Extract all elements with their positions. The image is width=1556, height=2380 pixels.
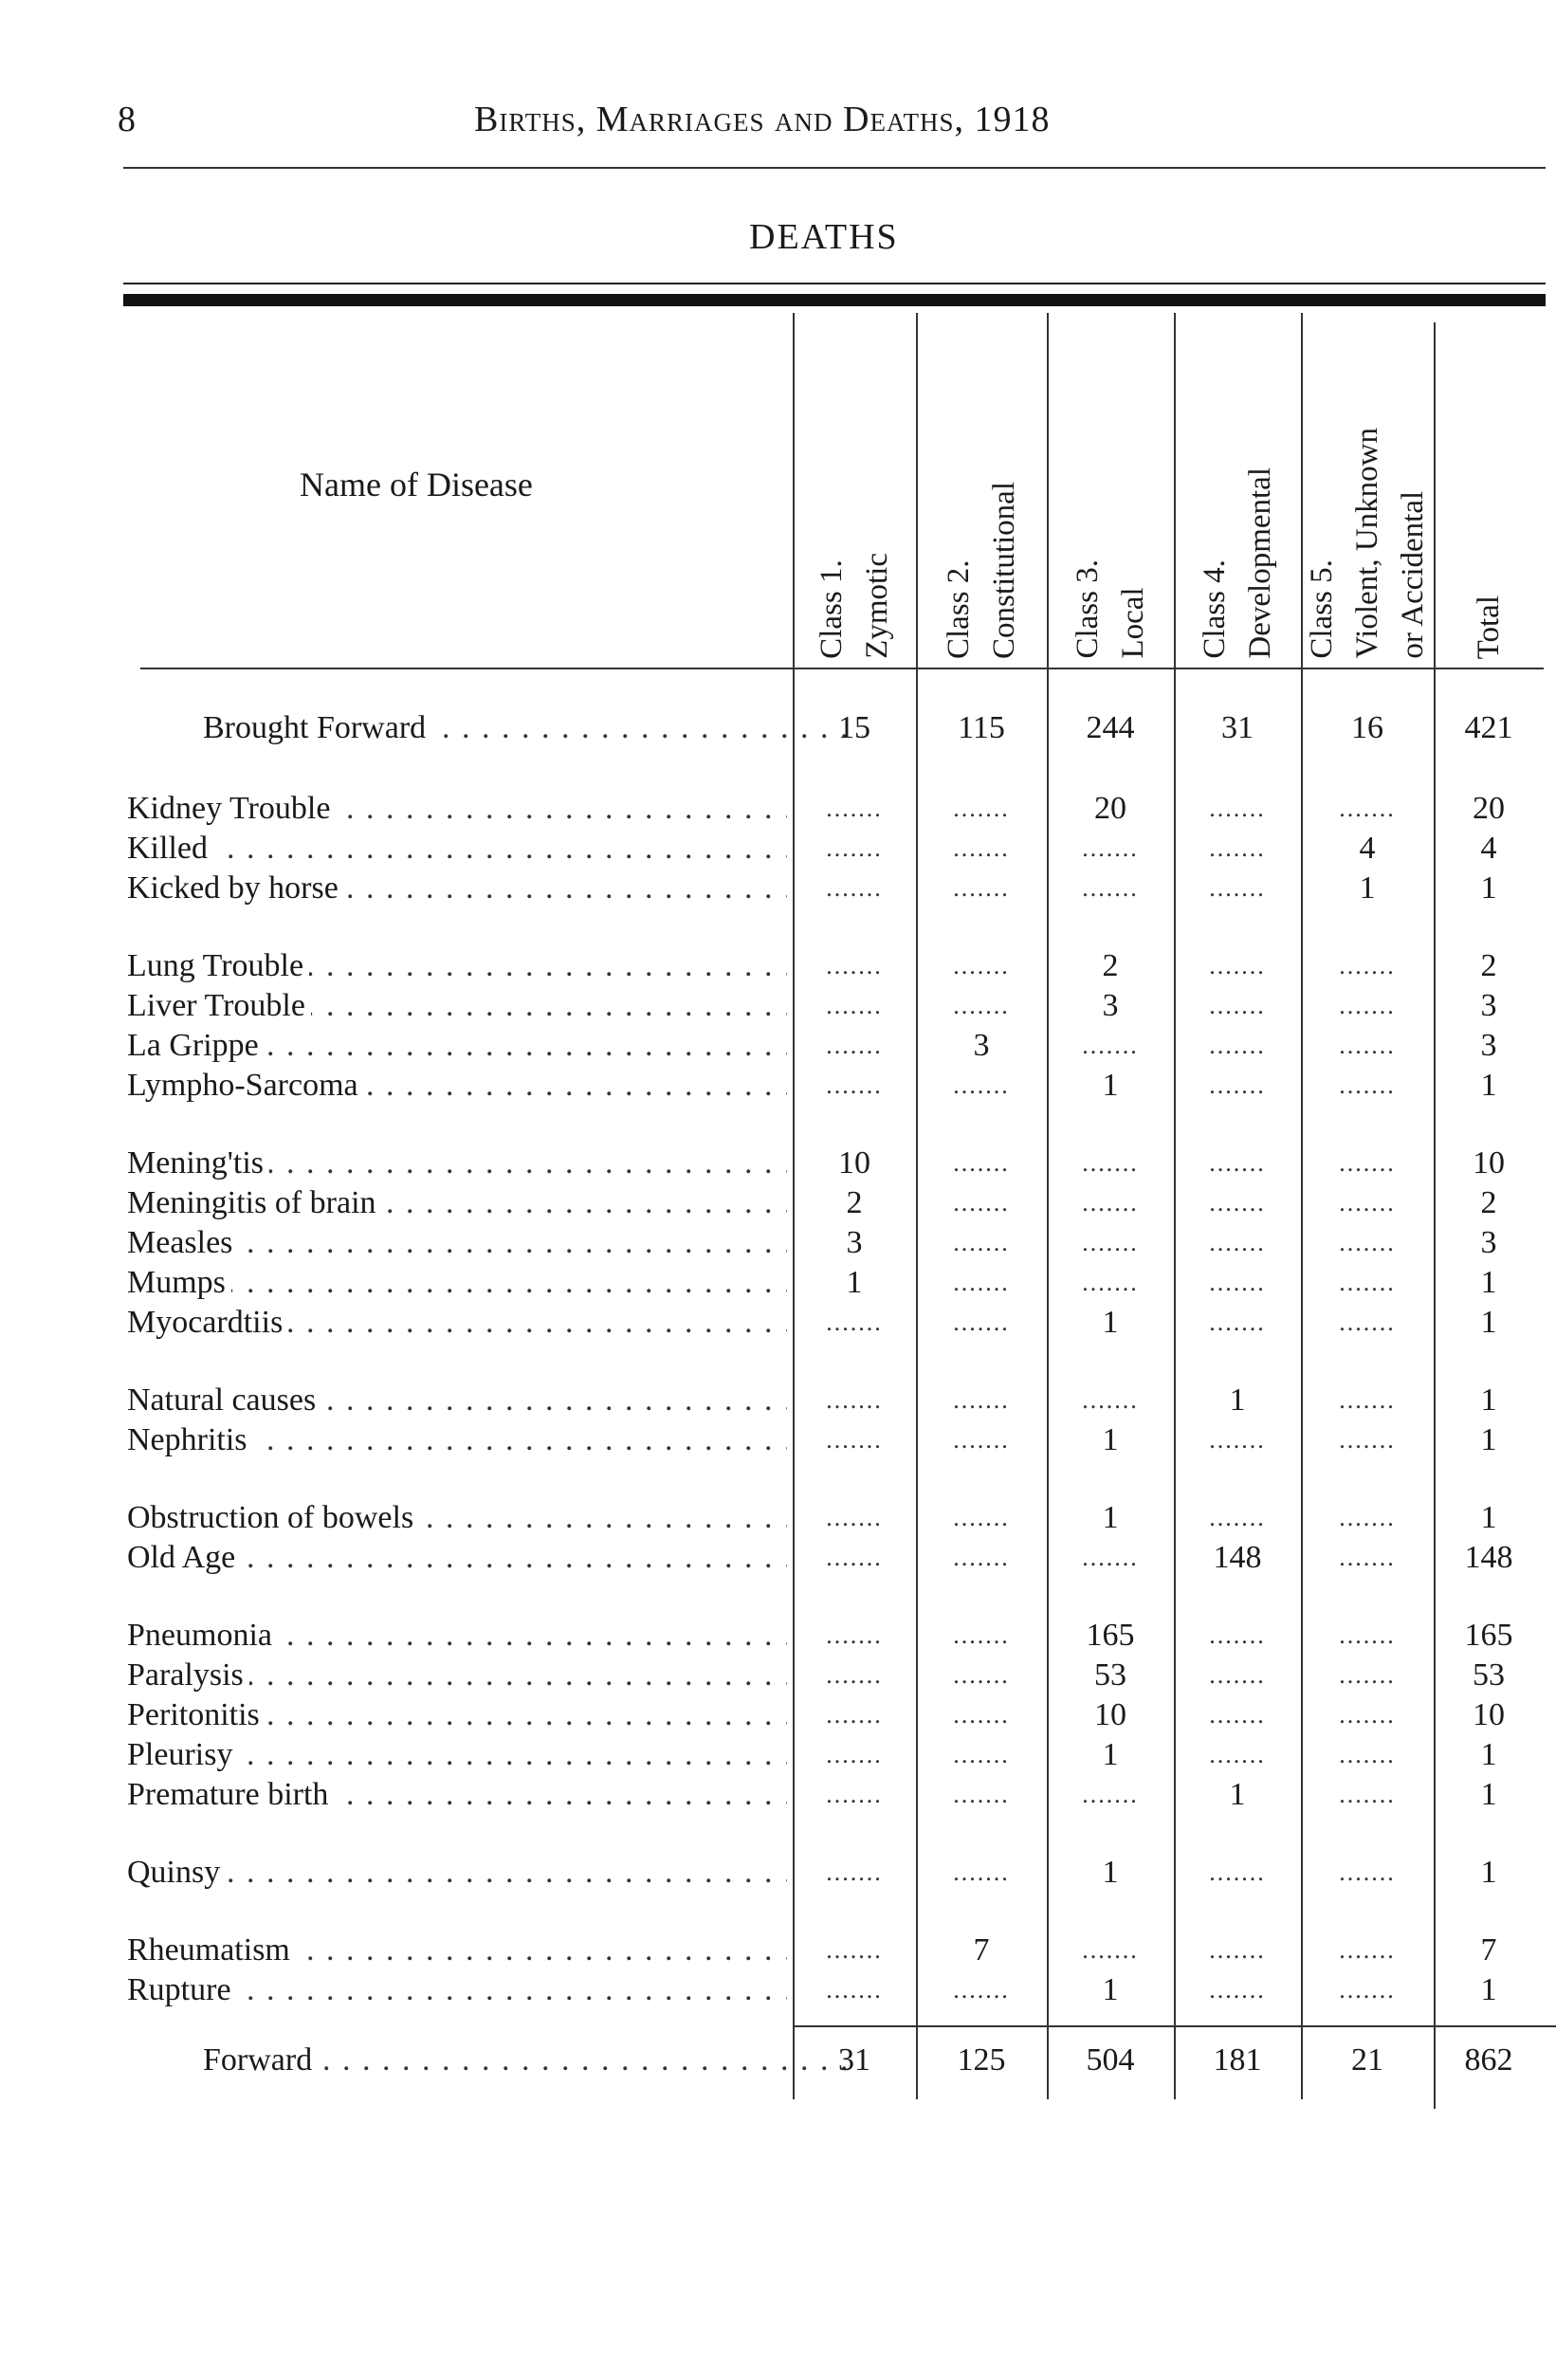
cell-class-4-developmental: 148 <box>1213 1540 1262 1575</box>
row-label <box>127 1381 787 1420</box>
cell-class-3-local: 244 <box>1086 710 1135 745</box>
row-label <box>127 1616 787 1656</box>
cell-class-5-violent-unknown-accidental: ....... <box>1339 1544 1396 1571</box>
column-header-line: Class 1. <box>815 559 849 659</box>
cell-total: 165 <box>1464 1618 1513 1653</box>
cell-class-5-violent-unknown-accidental: ....... <box>1339 1781 1396 1808</box>
table-row <box>0 1970 1556 2010</box>
column-header-line: Zymotic <box>860 553 894 659</box>
cell-class-4-developmental: ....... <box>1209 1621 1266 1649</box>
cell-class-4-developmental: ....... <box>1209 1032 1266 1059</box>
cell-class-3-local: ....... <box>1082 874 1139 902</box>
cell-class-3-local: 2 <box>1102 948 1119 983</box>
cell-class-1-zymotic: ....... <box>826 1701 883 1729</box>
cell-total: 1 <box>1480 1068 1497 1103</box>
cell-class-4-developmental: ....... <box>1209 1858 1266 1886</box>
cell-class-1-zymotic: ....... <box>826 1741 883 1768</box>
cell-class-3-local: 10 <box>1094 1697 1126 1732</box>
cell-class-4-developmental: ....... <box>1209 874 1266 902</box>
table-row <box>0 1263 1556 1303</box>
cell-class-2-constitutional: ....... <box>953 1309 1010 1336</box>
cell-class-3-local: 1 <box>1102 1305 1119 1340</box>
table-top-thin-rule <box>123 283 1546 284</box>
table-row <box>0 1183 1556 1223</box>
row-label <box>127 1223 787 1263</box>
cell-class-2-constitutional: ....... <box>953 992 1010 1019</box>
cell-class-4-developmental: ....... <box>1209 1071 1266 1099</box>
row-label-text: Measles <box>127 1225 238 1260</box>
row-label <box>127 1656 787 1695</box>
table-row <box>0 1538 1556 1578</box>
cell-class-3-local: ....... <box>1082 1936 1139 1964</box>
row-label-text: Liver Trouble <box>127 988 311 1023</box>
cell-class-4-developmental: ....... <box>1209 1309 1266 1336</box>
cell-class-4-developmental: ....... <box>1209 1269 1266 1296</box>
section-title: DEATHS <box>749 217 899 257</box>
table-row <box>0 1066 1556 1106</box>
cell-class-4-developmental: ....... <box>1209 952 1266 979</box>
cell-class-2-constitutional: ....... <box>953 1189 1010 1217</box>
column-header-text <box>1466 595 1511 659</box>
cell-class-1-zymotic: 2 <box>846 1185 863 1220</box>
cell-class-2-constitutional: ....... <box>953 1386 1010 1414</box>
cell-class-4-developmental: ....... <box>1209 1976 1266 2004</box>
row-label-text: Forward <box>203 2042 318 2078</box>
cell-class-4-developmental: ....... <box>1209 834 1266 862</box>
cell-class-1-zymotic: 1 <box>846 1265 863 1300</box>
table-row <box>0 1420 1556 1460</box>
cell-total: 20 <box>1473 791 1505 826</box>
cell-class-3-local: ....... <box>1082 834 1139 862</box>
row-label-text: Rupture <box>127 1972 237 2007</box>
cell-class-5-violent-unknown-accidental: 4 <box>1359 831 1376 866</box>
cell-class-3-local: ....... <box>1082 1544 1139 1571</box>
row-label <box>127 869 787 908</box>
row-label-text: Nephritis <box>127 1422 253 1457</box>
cell-class-2-constitutional: ....... <box>953 1426 1010 1454</box>
column-header-line: Class 4. <box>1198 559 1232 659</box>
cell-class-2-constitutional: ....... <box>953 1701 1010 1729</box>
cell-class-1-zymotic: ....... <box>826 1858 883 1886</box>
cell-class-5-violent-unknown-accidental: ....... <box>1339 1936 1396 1964</box>
cell-class-2-constitutional: ....... <box>953 1781 1010 1808</box>
row-label <box>127 1066 787 1106</box>
cell-class-5-violent-unknown-accidental: ....... <box>1339 1269 1396 1296</box>
table-row <box>0 1656 1556 1695</box>
cell-class-5-violent-unknown-accidental: 16 <box>1351 710 1383 745</box>
cell-total: 10 <box>1473 1697 1505 1732</box>
cell-class-2-constitutional: ....... <box>953 1504 1010 1531</box>
cell-class-4-developmental: ....... <box>1209 1229 1266 1256</box>
table-row <box>0 1498 1556 1538</box>
row-label-text: Old Age <box>127 1540 241 1575</box>
table-row <box>0 1735 1556 1775</box>
row-label-text: Lympho-Sarcoma <box>127 1068 364 1103</box>
row-label <box>127 1144 787 1183</box>
cell-class-2-constitutional: ....... <box>953 952 1010 979</box>
column-header-line: Constitutional <box>987 481 1021 659</box>
row-label-text: Peritonitis <box>127 1697 265 1732</box>
cell-class-4-developmental: ....... <box>1209 1426 1266 1454</box>
cell-class-2-constitutional: ....... <box>953 795 1010 822</box>
cell-class-5-violent-unknown-accidental: ....... <box>1339 1621 1396 1649</box>
cell-total: 1 <box>1480 1265 1497 1300</box>
cell-total: 1 <box>1480 1777 1497 1812</box>
row-label <box>127 1183 787 1223</box>
cell-class-5-violent-unknown-accidental: ....... <box>1339 952 1396 979</box>
cell-class-3-local: ....... <box>1082 1032 1139 1059</box>
row-label <box>127 1853 787 1893</box>
table-row <box>0 986 1556 1026</box>
cell-class-2-constitutional: ....... <box>953 1149 1010 1177</box>
column-header-text <box>1065 559 1156 659</box>
cell-class-4-developmental: ....... <box>1209 1504 1266 1531</box>
cell-class-4-developmental: 1 <box>1229 1777 1246 1812</box>
cell-total: 3 <box>1480 1028 1497 1063</box>
totals-rule <box>793 2025 1556 2027</box>
row-label <box>127 1735 787 1775</box>
table-row <box>0 1695 1556 1735</box>
cell-total: 53 <box>1473 1657 1505 1693</box>
cell-class-5-violent-unknown-accidental: ....... <box>1339 992 1396 1019</box>
cell-total: 1 <box>1480 1737 1497 1772</box>
column-header-class-2-constitutional <box>916 313 1047 659</box>
cell-class-1-zymotic: ....... <box>826 795 883 822</box>
cell-class-5-violent-unknown-accidental: ....... <box>1339 795 1396 822</box>
cell-class-4-developmental: ....... <box>1209 795 1266 822</box>
table-row <box>0 789 1556 829</box>
column-header-class-5-violent-unknown-accidental <box>1301 313 1434 659</box>
row-label-text: Pleurisy <box>127 1737 238 1772</box>
cell-total: 1 <box>1480 1382 1497 1418</box>
cell-class-4-developmental: ....... <box>1209 1741 1266 1768</box>
cell-class-1-zymotic: ....... <box>826 1032 883 1059</box>
cell-class-2-constitutional: ....... <box>953 834 1010 862</box>
column-header-class-4-developmental <box>1174 313 1301 659</box>
cell-total: 2 <box>1480 1185 1497 1220</box>
row-label-text: Kicked by horse <box>127 870 344 906</box>
header-rule <box>123 167 1546 169</box>
cell-class-3-local: ....... <box>1082 1189 1139 1217</box>
cell-class-1-zymotic: ....... <box>826 992 883 1019</box>
cell-class-2-constitutional: ....... <box>953 1544 1010 1571</box>
header-bottom-rule <box>140 668 1544 669</box>
cell-class-2-constitutional: ....... <box>953 1858 1010 1886</box>
row-label-text: Kidney Trouble <box>127 791 336 826</box>
column-header-line: Class 3. <box>1071 559 1105 659</box>
column-header-class-1-zymotic <box>793 313 916 659</box>
column-header-line: Violent, Unknown <box>1350 428 1384 659</box>
column-header-line: Class 2. <box>942 559 976 659</box>
cell-class-3-local: 1 <box>1102 1972 1119 2007</box>
cell-total: 4 <box>1480 831 1497 866</box>
cell-class-1-zymotic: ....... <box>826 1781 883 1808</box>
cell-class-1-zymotic: ....... <box>826 1976 883 2004</box>
cell-total: 7 <box>1480 1932 1497 1968</box>
column-header-line: or Accidental <box>1396 491 1430 659</box>
cell-class-2-constitutional: ....... <box>953 1621 1010 1649</box>
cell-class-5-violent-unknown-accidental: ....... <box>1339 1976 1396 2004</box>
cell-class-1-zymotic: ....... <box>826 874 883 902</box>
cell-class-1-zymotic: ....... <box>826 1386 883 1414</box>
cell-class-4-developmental: ....... <box>1209 1661 1266 1689</box>
cell-class-3-local: 1 <box>1102 1855 1119 1890</box>
row-label-text: Lung Trouble <box>127 948 309 983</box>
table-top-thick-rule <box>123 294 1546 306</box>
table-row <box>0 1381 1556 1420</box>
cell-class-3-local: 3 <box>1102 988 1119 1023</box>
cell-class-1-zymotic: ....... <box>826 1661 883 1689</box>
cell-class-4-developmental: ....... <box>1209 1149 1266 1177</box>
row-label-text: Mening'tis <box>127 1145 269 1181</box>
cell-class-4-developmental: ....... <box>1209 992 1266 1019</box>
cell-total: 421 <box>1464 710 1513 745</box>
row-label-text: Paralysis <box>127 1657 249 1693</box>
cell-class-4-developmental: 181 <box>1213 2042 1262 2078</box>
table-row <box>0 1775 1556 1815</box>
cell-class-2-constitutional: ....... <box>953 874 1010 902</box>
cell-total: 1 <box>1480 1855 1497 1890</box>
cell-class-1-zymotic: ....... <box>826 1309 883 1336</box>
row-label <box>127 829 787 869</box>
cell-class-5-violent-unknown-accidental: ....... <box>1339 1858 1396 1886</box>
cell-class-2-constitutional: 7 <box>973 1932 990 1968</box>
cell-class-2-constitutional: ....... <box>953 1976 1010 2004</box>
cell-class-2-constitutional: ....... <box>953 1269 1010 1296</box>
cell-class-5-violent-unknown-accidental: ....... <box>1339 1741 1396 1768</box>
row-label-text: Pneumonia <box>127 1618 278 1653</box>
cell-class-5-violent-unknown-accidental: ....... <box>1339 1386 1396 1414</box>
column-header-text <box>809 553 900 659</box>
row-label <box>127 1026 787 1066</box>
table-row <box>0 1303 1556 1343</box>
column-header-total <box>1434 313 1544 659</box>
row-label <box>127 1498 787 1538</box>
cell-total: 862 <box>1464 2042 1513 2078</box>
row-label-text: Rheumatism <box>127 1932 296 1968</box>
column-header-class-3-local <box>1047 313 1174 659</box>
table-row <box>0 869 1556 908</box>
cell-class-3-local: 1 <box>1102 1068 1119 1103</box>
row-label-text: Meningitis of brain <box>127 1185 382 1220</box>
column-header-line: Local <box>1116 587 1150 659</box>
cell-class-5-violent-unknown-accidental: ....... <box>1339 1071 1396 1099</box>
cell-class-4-developmental: ....... <box>1209 1701 1266 1729</box>
row-label <box>127 1538 787 1578</box>
cell-class-5-violent-unknown-accidental: ....... <box>1339 1504 1396 1531</box>
cell-class-3-local: 1 <box>1102 1422 1119 1457</box>
cell-class-5-violent-unknown-accidental: ....... <box>1339 1661 1396 1689</box>
cell-total: 1 <box>1480 870 1497 906</box>
cell-class-2-constitutional: ....... <box>953 1741 1010 1768</box>
cell-class-2-constitutional: 115 <box>958 710 1005 745</box>
cell-class-1-zymotic: ....... <box>826 1544 883 1571</box>
cell-total: 1 <box>1480 1972 1497 2007</box>
table-row <box>0 1144 1556 1183</box>
cell-class-5-violent-unknown-accidental: ....... <box>1339 1149 1396 1177</box>
cell-class-5-violent-unknown-accidental: ....... <box>1339 1189 1396 1217</box>
row-label-text: Quinsy <box>127 1855 226 1890</box>
cell-class-1-zymotic: 31 <box>838 2042 870 2078</box>
column-header-line: Class 5. <box>1305 559 1339 659</box>
table-row <box>0 1616 1556 1656</box>
cell-total: 148 <box>1464 1540 1513 1575</box>
cell-class-3-local: 1 <box>1102 1500 1119 1535</box>
cell-class-4-developmental: 31 <box>1221 710 1254 745</box>
name-of-disease-header: Name of Disease <box>300 466 533 503</box>
column-header-text <box>1299 428 1436 659</box>
row-label-text: La Grippe <box>127 1028 265 1063</box>
cell-class-2-constitutional: 125 <box>957 2042 1006 2078</box>
column-header-text <box>1192 467 1283 659</box>
row-label <box>203 2041 863 2080</box>
cell-class-5-violent-unknown-accidental: 1 <box>1359 870 1376 906</box>
cell-total: 1 <box>1480 1500 1497 1535</box>
cell-class-5-violent-unknown-accidental: ....... <box>1339 1426 1396 1454</box>
cell-class-2-constitutional: ....... <box>953 1229 1010 1256</box>
row-label-text: Obstruction of bowels <box>127 1500 419 1535</box>
forward-row <box>0 2041 1556 2080</box>
cell-class-1-zymotic: 3 <box>846 1225 863 1260</box>
cell-class-3-local: 1 <box>1102 1737 1119 1772</box>
cell-class-2-constitutional: 3 <box>973 1028 990 1063</box>
row-label <box>127 1303 787 1343</box>
cell-class-3-local: ....... <box>1082 1781 1139 1808</box>
row-label-text: Killed <box>127 831 213 866</box>
cell-class-1-zymotic: 10 <box>838 1145 870 1181</box>
table-row <box>0 1026 1556 1066</box>
running-title: Births, Marriages and Deaths, 1918 <box>474 100 1051 139</box>
table-row <box>0 1223 1556 1263</box>
cell-class-3-local: ....... <box>1082 1269 1139 1296</box>
cell-total: 2 <box>1480 948 1497 983</box>
cell-class-1-zymotic: ....... <box>826 1071 883 1099</box>
cell-class-1-zymotic: ....... <box>826 834 883 862</box>
cell-class-3-local: 165 <box>1086 1618 1135 1653</box>
cell-total: 1 <box>1480 1422 1497 1457</box>
cell-class-5-violent-unknown-accidental: 21 <box>1351 2042 1383 2078</box>
table-row <box>0 1853 1556 1893</box>
cell-class-5-violent-unknown-accidental: ....... <box>1339 1701 1396 1729</box>
row-label <box>203 708 863 748</box>
cell-class-3-local: ....... <box>1082 1386 1139 1414</box>
cell-class-1-zymotic: ....... <box>826 1426 883 1454</box>
cell-class-5-violent-unknown-accidental: ....... <box>1339 1309 1396 1336</box>
row-label <box>127 1775 787 1815</box>
cell-class-1-zymotic: ....... <box>826 1936 883 1964</box>
row-label-text: Myocardtiis <box>127 1305 288 1340</box>
row-label <box>127 1970 787 2010</box>
row-label-text: Natural causes <box>127 1382 321 1418</box>
table-row <box>0 829 1556 869</box>
column-header-line: Total <box>1472 595 1506 659</box>
row-label <box>127 1420 787 1460</box>
row-label <box>127 789 787 829</box>
cell-class-3-local: 53 <box>1094 1657 1126 1693</box>
cell-class-1-zymotic: ....... <box>826 952 883 979</box>
cell-total: 10 <box>1473 1145 1505 1181</box>
cell-class-1-zymotic: ....... <box>826 1621 883 1649</box>
row-label-text: Mumps <box>127 1265 231 1300</box>
cell-class-4-developmental: ....... <box>1209 1936 1266 1964</box>
cell-total: 3 <box>1480 988 1497 1023</box>
page-number: 8 <box>118 100 136 139</box>
cell-class-3-local: ....... <box>1082 1149 1139 1177</box>
row-label <box>127 1931 787 1970</box>
row-label <box>127 946 787 986</box>
cell-class-1-zymotic: ....... <box>826 1504 883 1531</box>
cell-class-1-zymotic: 15 <box>838 710 870 745</box>
row-label <box>127 1695 787 1735</box>
cell-class-4-developmental: 1 <box>1229 1382 1246 1418</box>
cell-total: 3 <box>1480 1225 1497 1260</box>
cell-class-3-local: ....... <box>1082 1229 1139 1256</box>
cell-total: 1 <box>1480 1305 1497 1340</box>
column-header-text <box>936 482 1027 659</box>
table-row <box>0 1931 1556 1970</box>
cell-class-5-violent-unknown-accidental: ....... <box>1339 1229 1396 1256</box>
row-label-text: Brought Forward <box>203 710 431 745</box>
table-row <box>0 946 1556 986</box>
cell-class-3-local: 504 <box>1086 2042 1135 2078</box>
cell-class-3-local: 20 <box>1094 791 1126 826</box>
row-label <box>127 986 787 1026</box>
column-header-line: Developmental <box>1243 467 1277 659</box>
cell-class-5-violent-unknown-accidental: ....... <box>1339 1032 1396 1059</box>
brought-forward-row <box>0 708 1556 748</box>
row-label <box>127 1263 787 1303</box>
cell-class-2-constitutional: ....... <box>953 1071 1010 1099</box>
cell-class-2-constitutional: ....... <box>953 1661 1010 1689</box>
row-label-text: Premature birth <box>127 1777 334 1812</box>
cell-class-4-developmental: ....... <box>1209 1189 1266 1217</box>
